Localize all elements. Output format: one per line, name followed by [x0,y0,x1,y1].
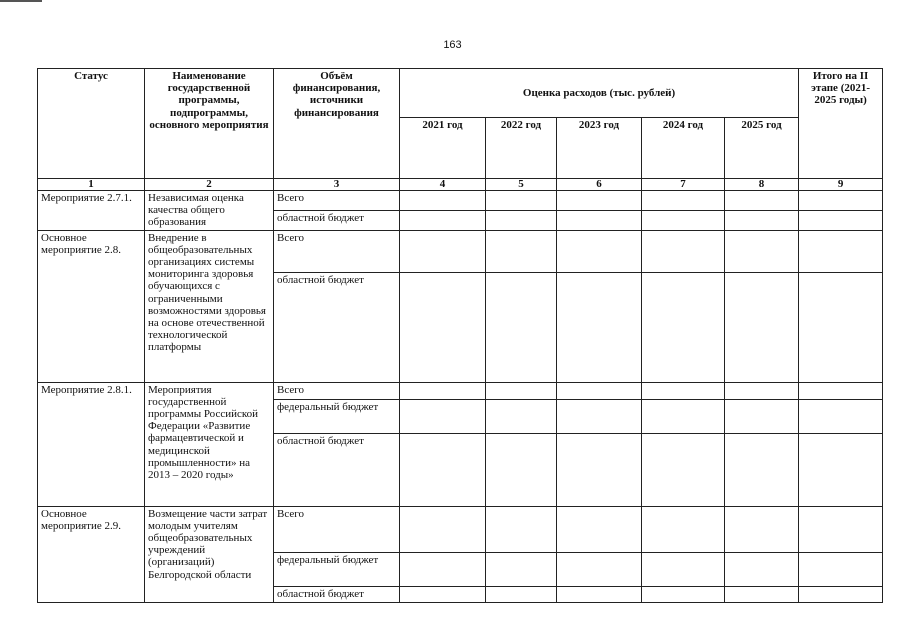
header-estimate: Оценка расходов (тыс. рублей) [400,69,799,118]
status-cell: Мероприятие 2.8.1. [38,382,145,506]
source-cell: областной бюджет [274,586,400,602]
source-cell: Всего [274,191,400,211]
status-cell: Мероприятие 2.7.1. [38,191,145,231]
table-row [38,191,883,211]
column-number: 5 [486,179,557,191]
header-year: 2024 год [642,118,725,179]
scan-edge-mark [0,0,42,2]
name-cell: Внедрение в общеобразовательных организациях системы мониторинга здоровья обучающихся с ограниченными возможностями здоровья на основе отечественной технологической платформы [145,230,274,382]
column-number: 3 [274,179,400,191]
header-year: 2023 год [557,118,642,179]
source-cell: федеральный бюджет [274,552,400,586]
column-number: 1 [38,179,145,191]
table-row [38,230,883,272]
source-cell: Всего [274,382,400,399]
header-program-name: Наименование государственной программы, подпрограммы, основного мероприятия [145,69,274,179]
name-cell: Мероприятия государственной программы Российской Федерации «Развитие фармацевтической и медицинской промышленности» на 2013 – 2020 годы» [145,382,274,506]
header-volume: Объём финансирования, источники финансирования [274,69,400,179]
page-number: 163 [443,39,462,51]
source-cell: Всего [274,506,400,552]
column-number: 4 [400,179,486,191]
column-number: 8 [725,179,799,191]
column-number: 9 [799,179,883,191]
header-status: Статус [38,69,145,179]
header-year: 2025 год [725,118,799,179]
header-year: 2022 год [486,118,557,179]
budget-table [37,68,883,603]
header-total: Итого на II этапе (2021-2025 годы) [799,69,883,179]
source-cell: Всего [274,230,400,272]
header-year: 2021 год [400,118,486,179]
status-cell: Основное мероприятие 2.9. [38,506,145,602]
source-cell: федеральный бюджет [274,399,400,433]
status-cell: Основное мероприятие 2.8. [38,230,145,382]
table-row [38,382,883,399]
source-cell: областной бюджет [274,272,400,382]
column-number: 2 [145,179,274,191]
column-number: 7 [642,179,725,191]
source-cell: областной бюджет [274,433,400,506]
table-row [38,506,883,552]
column-number: 6 [557,179,642,191]
name-cell: Возмещение части затрат молодым учителям общеобразовательных учреждений (организаций) Белгородской области [145,506,274,602]
source-cell: областной бюджет [274,210,400,230]
name-cell: Независимая оценка качества общего образования [145,191,274,231]
